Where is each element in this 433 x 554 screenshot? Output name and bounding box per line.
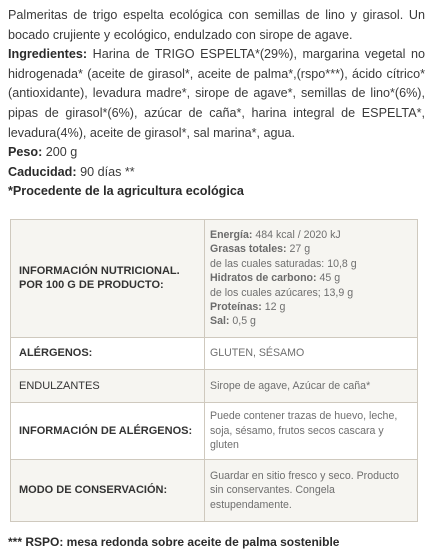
expiry-label: Caducidad: — [8, 164, 77, 179]
weight-line — [8, 143, 425, 163]
nutrition-line: de las cuales saturadas: 10,8 g — [210, 257, 357, 270]
nutrition-line: Hidratos de carbono: 45 g — [210, 272, 341, 285]
allergens-key: ALÉRGENOS: — [11, 337, 205, 369]
allergens-value: GLUTEN, SÉSAMO — [205, 337, 418, 369]
weight-value: 200 g — [42, 145, 78, 160]
table-row-sweeteners — [11, 369, 418, 402]
weight-label: Peso: — [8, 145, 43, 160]
expiry-line — [8, 163, 425, 183]
table-row-allergens — [11, 337, 418, 369]
expiry-value: 90 días ** — [76, 164, 135, 179]
allergen-info-value: Puede contener trazas de huevo, leche, soja, sésamo, frutos secos cascara y gluten — [205, 402, 418, 459]
nutrition-line: de los cuales azúcares; 13,9 g — [210, 286, 354, 299]
table-row-nutrition — [11, 219, 418, 337]
storage-key: MODO DE CONSERVACIÓN: — [11, 459, 205, 521]
nutrition-key: INFORMACIÓN NUTRICIONAL. POR 100 G DE PRODUCTO: — [11, 219, 205, 337]
storage-value: Guardar en sitio fresco y seco. Producto sin conservantes. Congela estupendamente. — [205, 459, 418, 521]
sweeteners-value: Sirope de agave, Azúcar de caña* — [205, 369, 418, 402]
origin-note: *Procedente de la agricultura ecológica — [8, 184, 244, 199]
sweeteners-key: ENDULZANTES — [11, 369, 205, 402]
ingredients-paragraph — [8, 45, 425, 143]
ingredients-text: Harina de TRIGO ESPELTA*(29%), margarina vegetal no hidrogenada* (aceite de girasol*, aceite de palma*,(rspo***), ácido cítrico* (antioxidante), levadura madre*, sirope de agave*, semillas de lino*(6%), pipas de girasol*(6%), azúcar de caña*, harina integral de ESPELTA*, levadura(4%), aceite de girasol*, sal marina*, agua. — [8, 47, 425, 140]
nutrition-line: Energía: 484 kcal / 2020 kJ — [210, 229, 341, 242]
nutrition-line: Sal: 0,5 g — [210, 315, 256, 328]
product-description — [8, 6, 425, 202]
rspo-footnote: *** RSPO: mesa redonda sobre aceite de palma sostenible — [8, 534, 340, 549]
nutrition-line: Grasas totales: 27 g — [210, 243, 311, 256]
table-row-allergen-info — [11, 402, 418, 459]
product-info-table — [10, 219, 418, 522]
product-intro: Palmeritas de trigo espelta ecológica con semillas de lino y girasol. Un bocado crujiente y ecológico, endulzado con sirope de agave. — [8, 8, 425, 42]
ingredients-label: Ingredientes: — [8, 47, 88, 62]
allergen-info-key: INFORMACIÓN DE ALÉRGENOS: — [11, 402, 205, 459]
table-row-storage — [11, 459, 418, 521]
nutrition-values — [205, 219, 418, 337]
nutrition-line: Proteínas: 12 g — [210, 301, 286, 314]
